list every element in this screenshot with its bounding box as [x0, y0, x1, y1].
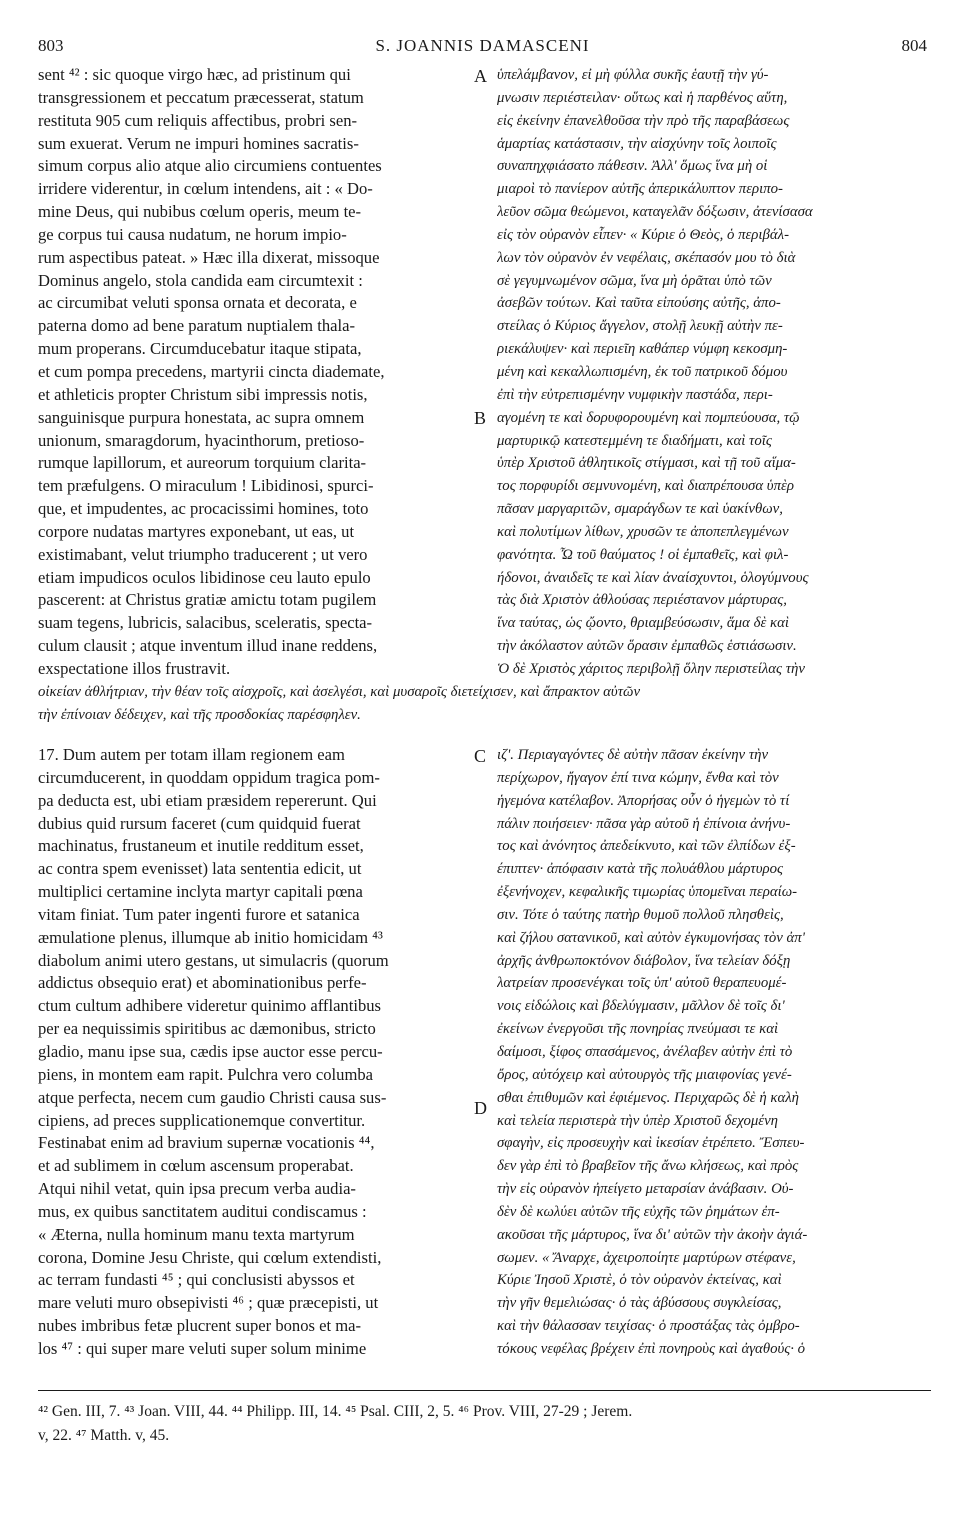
- latin-line: sent ⁴² : sic quoque virgo hæc, ad pristinum qui: [38, 65, 351, 84]
- latin-line: 17. Dum autem per totam illam regionem eam: [38, 745, 345, 764]
- latin-line: diabolum animi utero gestans, ut simulacris (quorum: [38, 950, 389, 970]
- greek-line: ὄρος, αὐτόχειρ καὶ αὐτουργὸς τῆς μιαιφονίας γενέ-: [497, 1066, 792, 1083]
- latin-line: cipiens, ad preces supplicationemque convertitur.: [38, 1110, 366, 1130]
- greek-line: τὴν γῆν θεμελιώσας· ὁ τὰς ἀβύσσους συγκλείσας,: [497, 1295, 782, 1312]
- greek-line: ἐξενήνοχεν, κεφαλικῆς τιμωρίας ὑπομεῖναι περαίω-: [497, 884, 798, 901]
- greek-line: ιζ'. Περιαγαγόντες δὲ αὐτὴν πᾶσαν ἐκείνην τὴν: [497, 747, 769, 763]
- latin-line: Atqui nihil vetat, quin ipsa precum verba audia-: [38, 1179, 356, 1199]
- running-title: S. JOANNIS DAMASCENI: [375, 36, 590, 55]
- latin-line: unionum, smaragdorum, hyacinthorum, pretioso-: [38, 430, 365, 450]
- greek-line: τόκους νεφέλας βρέχειν ἐπὶ πονηροὺς καὶ ἀγαθούς· ὁ: [497, 1340, 806, 1357]
- greek-line: ἡγεμόνα κατέλαβον. Ἀπορήσας οὖν ὁ ἡγεμὼν τὸ τί: [497, 792, 790, 809]
- greek-line: ὑπὲρ Χριστοῦ ἀθλητικοῖς στίγμασι, καὶ τῇ τοῦ αἵμα-: [497, 455, 796, 472]
- latin-line: etiam impudicos oculos libidinose ceu lauto epulo: [38, 567, 371, 587]
- greek-line: οἰκείαν ἀθλήτριαν, τὴν θέαν τοῖς αἰσχροῖς, καὶ ἀσελγέσι, καὶ μυσαροῖς διετείχισεν, καὶ ἄπρακτον αὐτῶν: [38, 684, 641, 700]
- latin-line: mare veluti muro obsepivisti ⁴⁶ ; quæ præcepisti, ut: [38, 1293, 379, 1313]
- latin-line: gladio, manu ipse sua, cædis ipse auctor esse percu-: [38, 1041, 383, 1061]
- latin-line: corona, Domine Jesu Christe, qui cœlum extendisti,: [38, 1247, 382, 1267]
- greek-line: ήδονοι, ἀναιδεῖς τε καὶ λίαν ἀναίσχυντοι, ὁλογύμνους: [497, 569, 809, 586]
- margin-marker-c: C: [474, 746, 487, 766]
- greek-line: τὴν ἐπίνοιαν δέδειχεν, καὶ τῆς προσδοκίας παρέσφηλεν.: [38, 706, 361, 723]
- greek-line: μαρτυρικῷ κατεστεμμένη τε διαδήματι, καὶ τοῖς: [497, 432, 772, 449]
- greek-line: ὑπελάμβανον, εἰ μὴ φύλλα συκῆς ἑαυτῇ τὴν γύ-: [497, 67, 769, 83]
- latin-line: et athleticis propter Christum sibi impressis notis,: [38, 384, 368, 404]
- latin-line: restituta 905 cum reliquis affectibus, probri sen-: [38, 110, 358, 130]
- greek-line: πάλιν ποιήσειεν· πᾶσα γὰρ αὐτοῦ ἡ ἐπίνοια ἀνήνυ-: [497, 815, 791, 832]
- footnote-line: ⁴² Gen. III, 7. ⁴³ Joan. VIII, 44. ⁴⁴ Philipp. III, 14. ⁴⁵ Psal. CIII, 2, 5. ⁴⁶ Prov. VIII, 27-29 ; Jerem.: [38, 1403, 633, 1420]
- latin-line: suam tegens, lubricis, salacibus, sceleratis, specta-: [38, 613, 373, 633]
- greek-line: τὴν ἀκόλαστον αὐτῶν ὅρασιν ἐμπαθῶς ἑστιάσωσιν.: [497, 638, 797, 655]
- greek-line: Κύριε Ἰησοῦ Χριστὲ, ὁ τὸν οὐρανὸν ἐκτείνας, καὶ: [497, 1272, 782, 1289]
- latin-line: rumque lapillorum, et aureorum torquium clarita-: [38, 453, 367, 473]
- latin-line: addictus obsequio erat) et abominationibus perfe-: [38, 973, 367, 993]
- margin-marker-b: B: [474, 408, 487, 428]
- latin-line: et ad sublimem in cœlum ascensum properabat.: [38, 1156, 354, 1176]
- latin-line: irridere viderentur, in cœlum intendens, ait : « Do-: [38, 179, 373, 199]
- greek-line: καὶ τὴν θάλασσαν τειχίσας· ὁ προστάξας τὰς ὀμβρο-: [497, 1318, 800, 1335]
- greek-line: έπιπτεν· ἀπόφασιν κατὰ τῆς πολυάθλου μάρτυρος: [497, 861, 784, 878]
- greek-line: καὶ τελεία περιστερὰ τὴν ὑπὲρ Χριστοῦ δεχομένη: [497, 1112, 779, 1129]
- greek-line: λατρείαν προσενέγκαι τοῖς ὑπ' αὐτοῦ θεραπευομέ-: [497, 975, 787, 992]
- latin-line: et cum pompa precedens, martyrii cincta diademate,: [38, 361, 385, 381]
- latin-line: nubes imbribus fetæ plucrent super bonos et ma-: [38, 1316, 362, 1336]
- greek-line: περίχωρον, ἤγαγον ἐπί τινα κώμην, ἔνθα καὶ τὸν: [497, 769, 779, 786]
- latin-line: pascerent: at Christus gratiæ amictu totam pugilem: [38, 590, 377, 610]
- margin-marker-a: A: [474, 66, 487, 86]
- greek-line: αγομένη τε καὶ δορυφορουμένη καὶ πομπεύουσα, τῷ: [497, 409, 800, 426]
- latin-line: sanguinisque purpura honestata, ac supra omnem: [38, 407, 365, 427]
- latin-line: tem præfulgens. O miraculum ! Libidinosi, spurci-: [38, 476, 374, 496]
- latin-line: mum properans. Circumducebatur itaque stipata,: [38, 339, 362, 359]
- greek-line: σφαγὴν, εἰς προσευχὴν καὶ ἱκεσίαν ἐτρέπετο. Ἔσπευ-: [497, 1135, 805, 1152]
- greek-line: εἰς τὸν οὐρανὸν εἶπεν· « Κύριε ὁ Θεὸς, ὁ περιβάλ-: [497, 226, 789, 243]
- latin-line: atque perfecta, necem cum gaudio Christi causa sus-: [38, 1087, 387, 1107]
- latin-line: machinatus, frustaneum et inutile redditum esset,: [38, 836, 364, 856]
- latin-line: per ea nequissimis spiritibus ac dæmonibus, stricto: [38, 1019, 376, 1039]
- greek-line: ἀσεβῶν τούτων. Καὶ ταῦτα εἰπούσης αὐτῆς, ἀπο-: [497, 295, 781, 312]
- greek-column-top: [497, 64, 929, 681]
- latin-line: Festinabat enim ad bravium supernæ vocationis ⁴⁴,: [38, 1133, 375, 1153]
- greek-line: δαίμοσι, ξίφος σπασάμενος, ἀνέλαβεν αὐτὴν ἐπὶ τὸ: [497, 1043, 793, 1060]
- latin-line: æmulatione plenus, illumque ab initio homicidam ⁴³: [38, 927, 383, 947]
- greek-line: μιαροὶ τὸ πανίερον αὐτῆς ἀπερικάλυπτον περιπο-: [497, 181, 783, 198]
- latin-line: dubius quid rursum faceret (cum quidquid fuerat: [38, 813, 361, 833]
- greek-line: ἐπὶ τὴν εὐτρεπισμένην νυμφικὴν παστάδα, περι-: [497, 386, 773, 403]
- greek-line: ακοῦσαι τῆς μάρτυρος, ἵνα δι' αὐτῶν τὴν ἀκοὴν ἁγιά-: [497, 1226, 808, 1243]
- latin-line: mine Deus, qui nubibus cœlum operis, meum te-: [38, 202, 362, 222]
- latin-column-bottom: [38, 744, 470, 1361]
- greek-line: μνωσιν περιέστειλαν· οὕτως καὶ ἡ παρθένος αὕτη,: [497, 89, 788, 106]
- greek-line: τὰς διὰ Χριστὸν ἀθλούσας περιέστανον μάρτυρας,: [497, 592, 787, 609]
- running-header: [38, 36, 927, 58]
- right-page-number: 804: [901, 36, 927, 55]
- latin-line: « Æterna, nulla hominum manu texta martyrum: [38, 1224, 355, 1244]
- greek-line: ἁμαρτίας κατάστασιν, τὴν αἰσχύνην τοῖς λοιποῖς: [497, 135, 777, 152]
- latin-line: ge corpus tui causa nudatum, ne horum impio-: [38, 224, 347, 244]
- margin-marker-d: D: [474, 1098, 487, 1118]
- greek-line: ριεκάλυψεν· καὶ περιεῖη καθάπερ νύμφη κεκοσμη-: [497, 341, 788, 358]
- latin-line: corpore nudatas martyres exponebant, ut eas, ut: [38, 521, 355, 541]
- latin-line: ac terram fundasti ⁴⁵ ; qui conclusisti abyssos et: [38, 1270, 355, 1290]
- greek-line: Ὁ δὲ Χριστὸς χάριτος περιβολῇ ὅλην περιστείλας τὴν: [497, 660, 805, 677]
- latin-line: ctum cultum adhibere videretur quinimo afflantibus: [38, 996, 381, 1016]
- footnote-rule: [38, 1390, 931, 1391]
- latin-line: vitam finiat. Tum pater ingenti furore et satanica: [38, 904, 360, 924]
- greek-line: εἰς ἐκείνην ἐπανελθοῦσα τὴν πρὸ τῆς παραβάσεως: [497, 112, 790, 129]
- latin-line: transgressionem et peccatum præcesserat, statum: [38, 87, 364, 107]
- latin-line: mus, ex quibus sanctitatem auditui condiscamus :: [38, 1201, 367, 1221]
- latin-line: los ⁴⁷ : qui super mare veluti super solum minime: [38, 1338, 367, 1358]
- greek-line: σωμεν. « Ἄναρχε, ἀχειροποίητε μαρτύρων στέφανε,: [497, 1249, 796, 1266]
- greek-line: καὶ ζήλου σατανικοῦ, καὶ αὐτὸν ἐγκυμονήσας τὸν ἀπ': [497, 929, 805, 946]
- greek-full-width: [38, 681, 931, 727]
- greek-column-bottom: [497, 744, 929, 1361]
- greek-line: σθαι ἐπιθυμῶν καὶ ἐφιέμενος. Περιχαρῶς δὲ ἡ καλὴ: [497, 1089, 799, 1106]
- latin-line: culum clausit ; atque inventum illud inane reddens,: [38, 636, 378, 656]
- latin-line: Dominus angelo, stola candida eam circumtexit :: [38, 270, 363, 290]
- greek-line: νοις εἰδώλοις καὶ βδελύγμασιν, μᾶλλον δὲ τοῖς δι': [497, 998, 785, 1015]
- latin-line: existimabant, velut triumpho traducerent ; ut vero: [38, 544, 368, 564]
- greek-line: λων τὸν οὐρανὸν ἐν νεφέλαις, σκέπασόν μου τὸ διὰ: [497, 249, 796, 266]
- latin-line: paterna domo ad bene paratum nuptialem thala-: [38, 316, 355, 336]
- left-page-number: 803: [38, 36, 64, 55]
- greek-line: φανότητα. Ὦ τοῦ θαύματος ! οἱ ἐμπαθεῖς, καὶ φιλ-: [497, 546, 789, 563]
- latin-line: multiplici certamine inclyta martyr capitali pœna: [38, 882, 363, 902]
- greek-line: πᾶσαν μαργαριτῶν, σμαράγδων τε καὶ ὑακίνθων,: [497, 501, 783, 518]
- latin-line: exspectatione illos frustravit.: [38, 658, 231, 678]
- greek-line: ἀρχῆς ἀνθρωποκτόνον διάβολον, ἵνα τελείαν δόξῃ: [497, 952, 791, 969]
- greek-line: καὶ πολυτίμων λίθων, χρυσῶν τε ἀποπεπλεγμένων: [497, 523, 789, 540]
- greek-line: τος καὶ ἀνόνητος ἀπεδείκνυτο, καὶ τῶν ἐλπίδων ἐξ-: [497, 838, 796, 855]
- latin-line: sum exuerat. Verum ne impuri homines sacratis-: [38, 133, 359, 153]
- latin-line: rum aspectibus pateat. » Hæc illa dixerat, missoque: [38, 247, 380, 267]
- greek-line: συναπηχφιάσατο πάθεσιν. Ἀλλ' ὅμως ἵνα μὴ οἱ: [497, 158, 768, 175]
- footnote-line: v, 22. ⁴⁷ Matth. v, 45.: [38, 1427, 170, 1444]
- greek-line: σιν. Τότε ὁ ταύτης πατὴρ θυμοῦ πολλοῦ πλησθεὶς,: [497, 906, 784, 923]
- greek-line: μένη καὶ κεκαλλωπισμένη, ἐκ τοῦ πατρικοῦ δόμου: [497, 363, 788, 380]
- greek-line: τὴν εἰς οὐρανὸν ἠπείγετο μεταρσίαν ἀνάβασιν. Οὐ-: [497, 1181, 794, 1198]
- greek-line: ἐκείνων ἐνεργοῦσι τῆς πονηρίας πνεύμασι τε καὶ: [497, 1021, 779, 1038]
- latin-line: pa deducta est, ubi etiam præsidem repererunt. Qui: [38, 790, 377, 810]
- footnotes: [38, 1400, 931, 1448]
- latin-column-top: [38, 64, 470, 681]
- latin-line: circumducerent, in quoddam oppidum tragica pom-: [38, 767, 380, 787]
- greek-line: ἵνα ταύτας, ὡς ᾤοντο, θριαμβεύσωσιν, ἅμα δὲ καὶ: [497, 615, 789, 632]
- greek-line: σὲ γεγυμνωμένον σῶμα, ἵνα μὴ ὁρᾶται ὑπὸ τῶν: [497, 272, 772, 289]
- latin-line: simum corpus alio atque alio circumiens contuentes: [38, 156, 382, 176]
- greek-line: τος πορφυρίδι σεμνυνομένη, καὶ διαπρέπουσα ὑπὲρ: [497, 478, 794, 495]
- greek-line: δὲν δὲ κωλύει αὐτῶν τῆς εὐχῆς τῶν ῥημάτων ἐπ-: [497, 1203, 780, 1220]
- latin-line: que, et impudentes, ac procacissimi homines, toto: [38, 499, 369, 519]
- latin-line: ac contra spem evenisset) lata sententia edicit, ut: [38, 859, 362, 879]
- latin-line: ac circumibat veluti sponsa ornata et decorata, e: [38, 293, 357, 313]
- greek-line: δεν γὰρ ἐπὶ τὸ βραβεῖον τῆς ἄνω κλήσεως, καὶ πρὸς: [497, 1158, 799, 1175]
- latin-line: piens, in montem eam rapit. Pulchra vero columba: [38, 1064, 374, 1084]
- greek-line: στείλας ὁ Κύριος ἄγγελον, στολῇ λευκῇ αὐτὴν πε-: [497, 318, 783, 335]
- greek-line: λεῦον σῶμα θεώμενοι, καταγελᾶν δόξωσιν, ἀτενίσασα: [497, 204, 813, 221]
